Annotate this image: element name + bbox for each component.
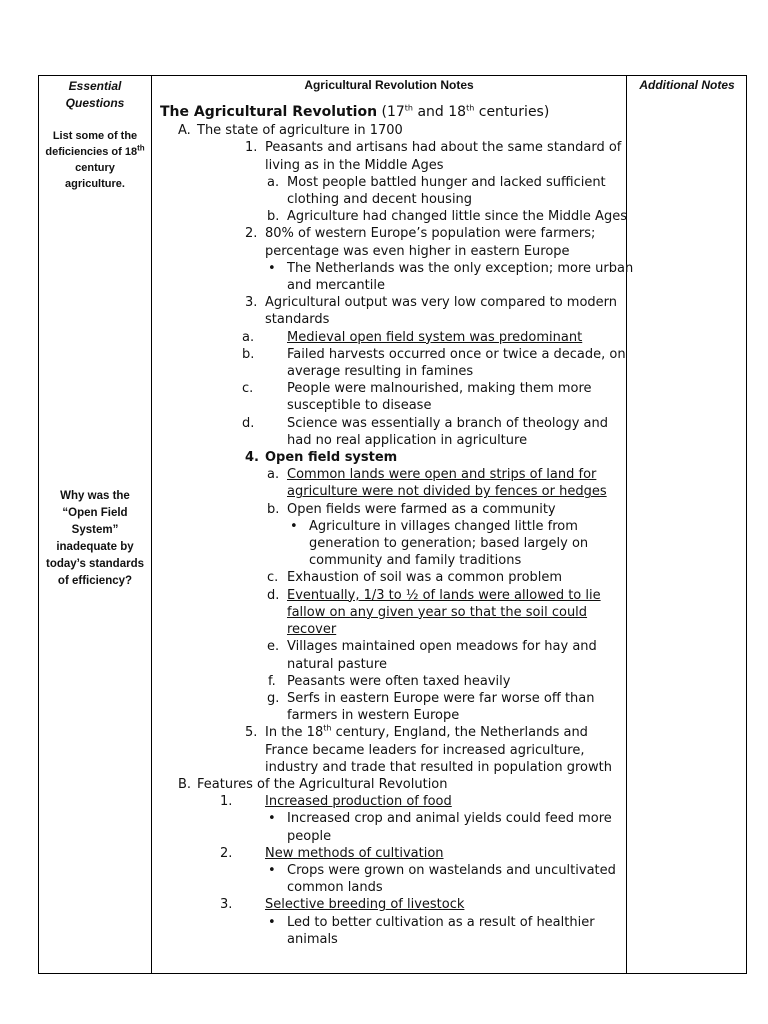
outline-text: Most people battled hunger and lacked sufficient	[287, 174, 606, 190]
outline-text: Increased production of food	[265, 794, 452, 810]
outline-text: Selective breeding of livestock	[265, 897, 465, 913]
bullet-icon: •	[268, 914, 276, 930]
outline-marker: 1.	[220, 794, 233, 810]
outline-item	[152, 776, 624, 793]
outline-text: Science was essentially a branch of theology and	[287, 415, 609, 431]
outline-item	[152, 380, 624, 397]
outline-marker: b.	[267, 501, 280, 517]
outline-item	[152, 501, 624, 518]
outline-item	[152, 346, 624, 363]
outline-item	[152, 845, 624, 862]
outline-continuation: living as in the Middle Ages	[265, 157, 444, 173]
outline-continuation: natural pasture	[287, 656, 387, 672]
outline-item	[152, 466, 624, 483]
outline-item	[152, 174, 624, 191]
outline-text: Exhaustion of soil was a common problem	[287, 570, 563, 586]
outline-item	[152, 208, 627, 225]
question-line: inadequate by	[56, 541, 134, 553]
outline-continuation: France became leaders for increased agriculture,	[265, 742, 585, 758]
question-line: of efficiency?	[57, 575, 133, 587]
outline-item: 5. In the 18th century, England, the Netherlands and	[245, 723, 588, 741]
outline-marker: a.	[242, 329, 255, 345]
outline-marker: 3.	[220, 897, 233, 913]
outline-text: Agriculture in villages changed little from	[309, 518, 578, 534]
outline-continuation: recover	[287, 622, 337, 638]
outline-item	[152, 260, 634, 277]
outline-text: Eventually, 1/3 to ½ of lands were allowed to lie	[287, 587, 601, 603]
outline-text: People were malnourished, making them more	[287, 381, 592, 397]
bullet-icon: •	[268, 260, 276, 276]
outline-continuation: common lands	[287, 880, 383, 896]
outline-marker: g.	[267, 690, 280, 706]
outline-continuation: agriculture were not divided by fences or hedges	[287, 484, 607, 500]
outline-item	[152, 862, 624, 879]
question-line: List some of the	[52, 130, 138, 142]
outline-continuation: susceptible to disease	[287, 398, 432, 414]
bullet-icon: •	[268, 811, 276, 827]
outline-continuation: generation to generation; based largely on	[309, 536, 589, 552]
outline-item	[152, 690, 624, 707]
outline-marker: c.	[267, 570, 279, 586]
outline-text: 80% of western Europe’s population were farmers;	[265, 226, 596, 242]
outline-text: The state of agriculture in 1700	[197, 123, 403, 139]
question-line: agriculture.	[65, 178, 125, 190]
outline-item	[152, 673, 624, 690]
outline-marker: 2.	[220, 845, 233, 861]
outline-continuation: percentage was even higher in eastern Europe	[265, 243, 570, 259]
outline-marker: b.	[267, 209, 280, 225]
outline-item	[152, 518, 624, 535]
outline-text: In the 18	[265, 725, 324, 741]
outline-continuation: clothing and decent housing	[287, 192, 473, 208]
outline-continuation: had no real application in agriculture	[287, 432, 528, 448]
outline-continuation: farmers in western Europe	[287, 708, 460, 724]
outline-item	[152, 638, 624, 655]
outline-text: Open field system	[265, 450, 398, 466]
notes-header: Agricultural Revolution Notes	[304, 78, 474, 92]
outline-text: Led to better cultivation as a result of healthier	[287, 914, 595, 930]
outline-continuation: and mercantile	[287, 278, 385, 294]
outline-continuation: industry and trade that resulted in population growth	[265, 759, 612, 775]
outline-marker: A.	[178, 123, 191, 139]
outline-item	[152, 587, 624, 604]
outline-item	[152, 122, 624, 139]
outline-item	[152, 896, 624, 913]
outline-continuation: average resulting in famines	[287, 364, 474, 380]
outline-text: Peasants were often taxed heavily	[287, 673, 511, 689]
essential-questions-header: Essential Questions	[65, 79, 125, 110]
outline-continuation: standards	[265, 312, 330, 328]
outline-marker: f.	[268, 673, 276, 689]
outline-item	[152, 415, 624, 432]
outline-text: Increased crop and animal yields could feed more	[287, 811, 612, 827]
outline-marker: e.	[267, 639, 280, 655]
essential-question-1	[39, 128, 151, 192]
question-line: century	[75, 162, 115, 174]
additional-notes-header: Additional Notes	[639, 78, 735, 92]
outline-continuation: people	[287, 828, 332, 844]
question-line: Why was the	[60, 490, 130, 502]
section-title: The Agricultural Revolution (17th and 18th centuries)	[160, 103, 550, 120]
outline-marker: c.	[242, 381, 254, 397]
outline-marker: B.	[178, 776, 192, 792]
outline-item	[152, 569, 624, 586]
outline-item	[152, 329, 624, 346]
bullet-icon: •	[268, 862, 276, 878]
outline-item	[152, 225, 624, 242]
question-line: “Open Field	[62, 507, 128, 519]
outline-text: Failed harvests occurred once or twice a decade, on	[287, 346, 626, 362]
outline-text: Agricultural output was very low compared to modern	[265, 295, 618, 311]
outline-item	[152, 449, 624, 466]
question-line: today’s standards	[46, 558, 144, 570]
outline-text: The Netherlands was the only exception; more urban	[287, 260, 634, 276]
question-line: System”	[71, 524, 119, 536]
outline-continuation: fallow on any given year so that the soil could	[287, 604, 588, 620]
outline-item	[152, 139, 624, 156]
outline-marker: a.	[267, 174, 280, 190]
outline-text: Villages maintained open meadows for hay and	[287, 639, 597, 655]
notes-content	[152, 103, 634, 948]
outline-marker: 2.	[245, 226, 258, 242]
outline-marker: 1.	[245, 140, 258, 156]
outline-marker: d.	[242, 415, 255, 431]
outline-item	[152, 810, 624, 827]
outline-text: Medieval open field system was predominant	[287, 329, 583, 345]
outline-item	[152, 914, 624, 931]
outline-text: Features of the Agricultural Revolution	[197, 776, 448, 792]
outline-marker: 5.	[245, 725, 258, 741]
outline-marker: d.	[267, 587, 280, 603]
notes-table	[38, 75, 747, 974]
outline-text: Open fields were farmed as a community	[287, 501, 556, 517]
outline-continuation: animals	[287, 931, 338, 947]
outline-text: Common lands were open and strips of land for	[287, 467, 597, 483]
outline-marker: 4.	[245, 450, 259, 466]
essential-question-2	[39, 488, 151, 590]
outline-marker: b.	[242, 346, 255, 362]
outline-text: Serfs in eastern Europe were far worse off than	[287, 690, 595, 706]
outline-text: Agriculture had changed little since the Middle Ages	[287, 209, 627, 225]
outline-continuation: community and family traditions	[309, 553, 522, 569]
outline-item	[152, 294, 624, 311]
bullet-icon: •	[290, 518, 298, 534]
outline-text: New methods of cultivation	[265, 845, 444, 861]
outline-marker: a.	[267, 467, 280, 483]
outline-marker: 3.	[245, 295, 258, 311]
outline-item	[152, 793, 624, 810]
outline-text: Peasants and artisans had about the same standard of	[265, 140, 622, 156]
outline-text: Crops were grown on wastelands and uncultivated	[287, 862, 616, 878]
question-line: deficiencies of 18th	[45, 143, 145, 158]
